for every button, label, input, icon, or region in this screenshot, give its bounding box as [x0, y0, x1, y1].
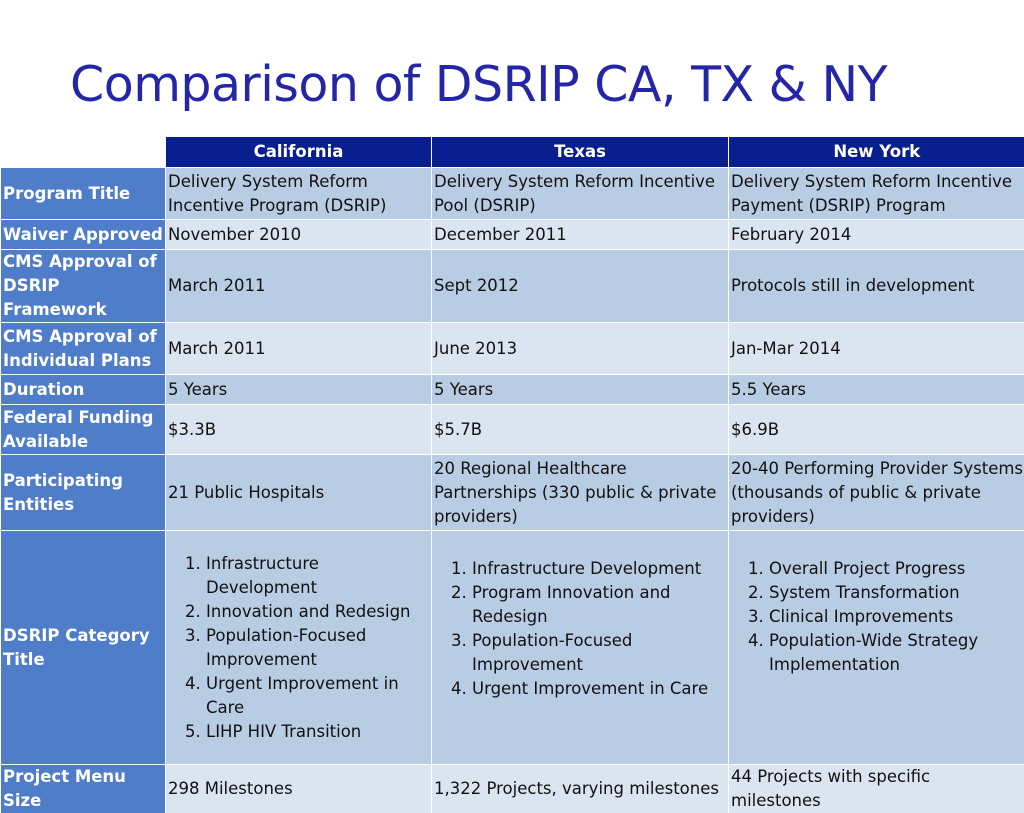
comparison-table — [0, 136, 1024, 813]
list-item: 4. Population-Wide Strategy Implementation — [769, 629, 1024, 677]
row-label: Project Menu Size — [1, 765, 166, 813]
cell-california — [166, 531, 432, 765]
cell-california: 5 Years — [166, 375, 432, 405]
cell-new-york: 44 Projects with specific milestones — [729, 765, 1024, 813]
row-label: Federal Funding Available — [1, 405, 166, 455]
cell-new-york: Delivery System Reform Incentive Payment (DSRIP) Program — [729, 168, 1024, 220]
row-participating-entities — [1, 455, 1024, 531]
list-item: 2. System Transformation — [769, 581, 1024, 605]
cell-california: March 2011 — [166, 323, 432, 375]
cell-california: 21 Public Hospitals — [166, 455, 432, 531]
list-item: 5. LIHP HIV Transition — [206, 720, 431, 744]
row-label: CMS Approval of DSRIP Framework — [1, 250, 166, 323]
cell-texas: June 2013 — [432, 323, 729, 375]
cell-new-york — [729, 531, 1024, 765]
row-project-menu-size — [1, 765, 1024, 813]
list-item: 1. Infrastructure Development — [206, 552, 431, 600]
row-cms-approval-framework — [1, 250, 1024, 323]
row-program-title — [1, 168, 1024, 220]
cell-california: November 2010 — [166, 220, 432, 250]
row-label: Waiver Approved — [1, 220, 166, 250]
header-new-york: New York — [729, 137, 1024, 168]
row-federal-funding — [1, 405, 1024, 455]
cell-new-york: February 2014 — [729, 220, 1024, 250]
row-cms-approval-plans — [1, 323, 1024, 375]
cell-texas: $5.7B — [432, 405, 729, 455]
cell-texas: 5 Years — [432, 375, 729, 405]
cell-new-york: Jan-Mar 2014 — [729, 323, 1024, 375]
row-label: Program Title — [1, 168, 166, 220]
cell-texas: 20 Regional Healthcare Partnerships (330 public & private providers) — [432, 455, 729, 531]
cell-texas: Delivery System Reform Incentive Pool (DSRIP) — [432, 168, 729, 220]
cell-new-york: 20-40 Performing Provider Systems (thousands of public & private providers) — [729, 455, 1024, 531]
cell-texas — [432, 531, 729, 765]
list-item: 3. Population-Focused Improvement — [206, 624, 431, 672]
header-texas: Texas — [432, 137, 729, 168]
cell-texas: December 2011 — [432, 220, 729, 250]
header-california: California — [166, 137, 432, 168]
cell-california: 298 Milestones — [166, 765, 432, 813]
category-list — [168, 552, 431, 744]
category-list — [731, 557, 1024, 677]
row-label: DSRIP Category Title — [1, 531, 166, 765]
category-list — [434, 557, 728, 701]
list-item: 1. Overall Project Progress — [769, 557, 1024, 581]
list-item: 3. Clinical Improvements — [769, 605, 1024, 629]
cell-california: March 2011 — [166, 250, 432, 323]
cell-texas: Sept 2012 — [432, 250, 729, 323]
cell-new-york: 5.5 Years — [729, 375, 1024, 405]
cell-california: Delivery System Reform Incentive Program (DSRIP) — [166, 168, 432, 220]
slide-title: Comparison of DSRIP CA, TX & NY — [70, 55, 887, 115]
list-item: 1. Infrastructure Development — [472, 557, 728, 581]
row-dsrip-category — [1, 531, 1024, 765]
cell-new-york: $6.9B — [729, 405, 1024, 455]
header-row — [1, 137, 1024, 168]
list-item: 4. Urgent Improvement in Care — [472, 677, 728, 701]
list-item: 2. Program Innovation and Redesign — [472, 581, 728, 629]
row-label: Duration — [1, 375, 166, 405]
list-item: 4. Urgent Improvement in Care — [206, 672, 431, 720]
row-waiver-approved — [1, 220, 1024, 250]
row-duration — [1, 375, 1024, 405]
list-item: 3. Population-Focused Improvement — [472, 629, 728, 677]
cell-texas: 1,322 Projects, varying milestones — [432, 765, 729, 813]
cell-new-york: Protocols still in development — [729, 250, 1024, 323]
list-item: 2. Innovation and Redesign — [206, 600, 431, 624]
row-label: CMS Approval of Individual Plans — [1, 323, 166, 375]
cell-california: $3.3B — [166, 405, 432, 455]
header-corner — [1, 137, 166, 168]
row-label: Participating Entities — [1, 455, 166, 531]
